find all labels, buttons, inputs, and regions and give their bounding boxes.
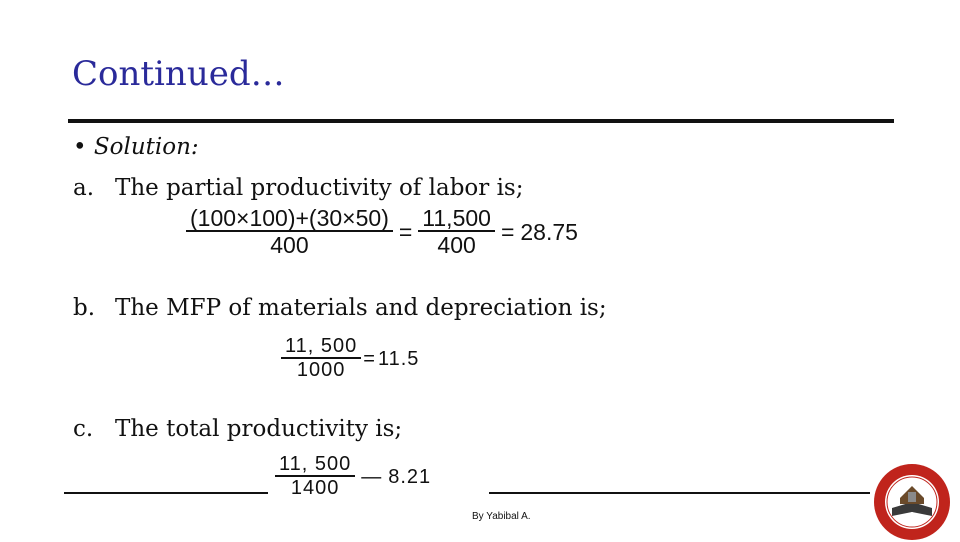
equation-b-result: 11.5	[377, 347, 420, 370]
item-b-text: The MFP of materials and depreciation is;	[115, 295, 607, 321]
footer-author: By Yabibal A.	[472, 511, 531, 522]
item-c	[73, 416, 402, 442]
solution-label: Solution:	[93, 134, 199, 160]
equation-c-numerator: 11, 500	[275, 454, 355, 477]
item-a	[73, 175, 524, 201]
bullet-marker: •	[73, 134, 87, 160]
equation-c-fraction	[275, 454, 355, 500]
equation-a-mid-denominator: 400	[437, 232, 476, 259]
equation-c	[275, 454, 431, 500]
item-b	[73, 295, 607, 321]
equals-sign: =	[363, 347, 376, 370]
item-a-marker: a.	[73, 175, 95, 201]
equation-a-result: 28.75	[520, 218, 578, 245]
footer-rule-right	[489, 492, 870, 494]
equation-a	[186, 206, 578, 259]
slide-title: Continued…	[72, 54, 285, 94]
item-c-marker: c.	[73, 416, 94, 442]
footer-rule-left	[64, 492, 268, 494]
equation-a-mid-fraction	[418, 206, 495, 259]
minus-sign: —	[361, 465, 383, 488]
item-c-text: The total productivity is;	[115, 416, 403, 442]
title-divider	[68, 119, 894, 123]
equation-b-denominator: 1000	[296, 359, 346, 381]
equation-b-fraction	[281, 336, 361, 382]
university-seal-icon	[872, 462, 952, 542]
equation-a-numerator: (100×100)+(30×50)	[186, 206, 393, 232]
equation-a-fraction	[186, 206, 393, 259]
item-b-marker: b.	[73, 295, 96, 321]
equals-sign: =	[398, 218, 413, 245]
equation-c-result: 8.21	[388, 465, 432, 488]
equals-sign: =	[500, 218, 515, 245]
solution-bullet	[73, 134, 199, 160]
equation-c-denominator: 1400	[290, 477, 340, 499]
equation-a-mid-numerator: 11,500	[418, 206, 495, 232]
equation-b-numerator: 11, 500	[281, 336, 361, 359]
equation-b	[281, 336, 419, 382]
equation-a-denominator: 400	[270, 232, 309, 259]
item-a-text: The partial productivity of labor is;	[115, 175, 524, 201]
